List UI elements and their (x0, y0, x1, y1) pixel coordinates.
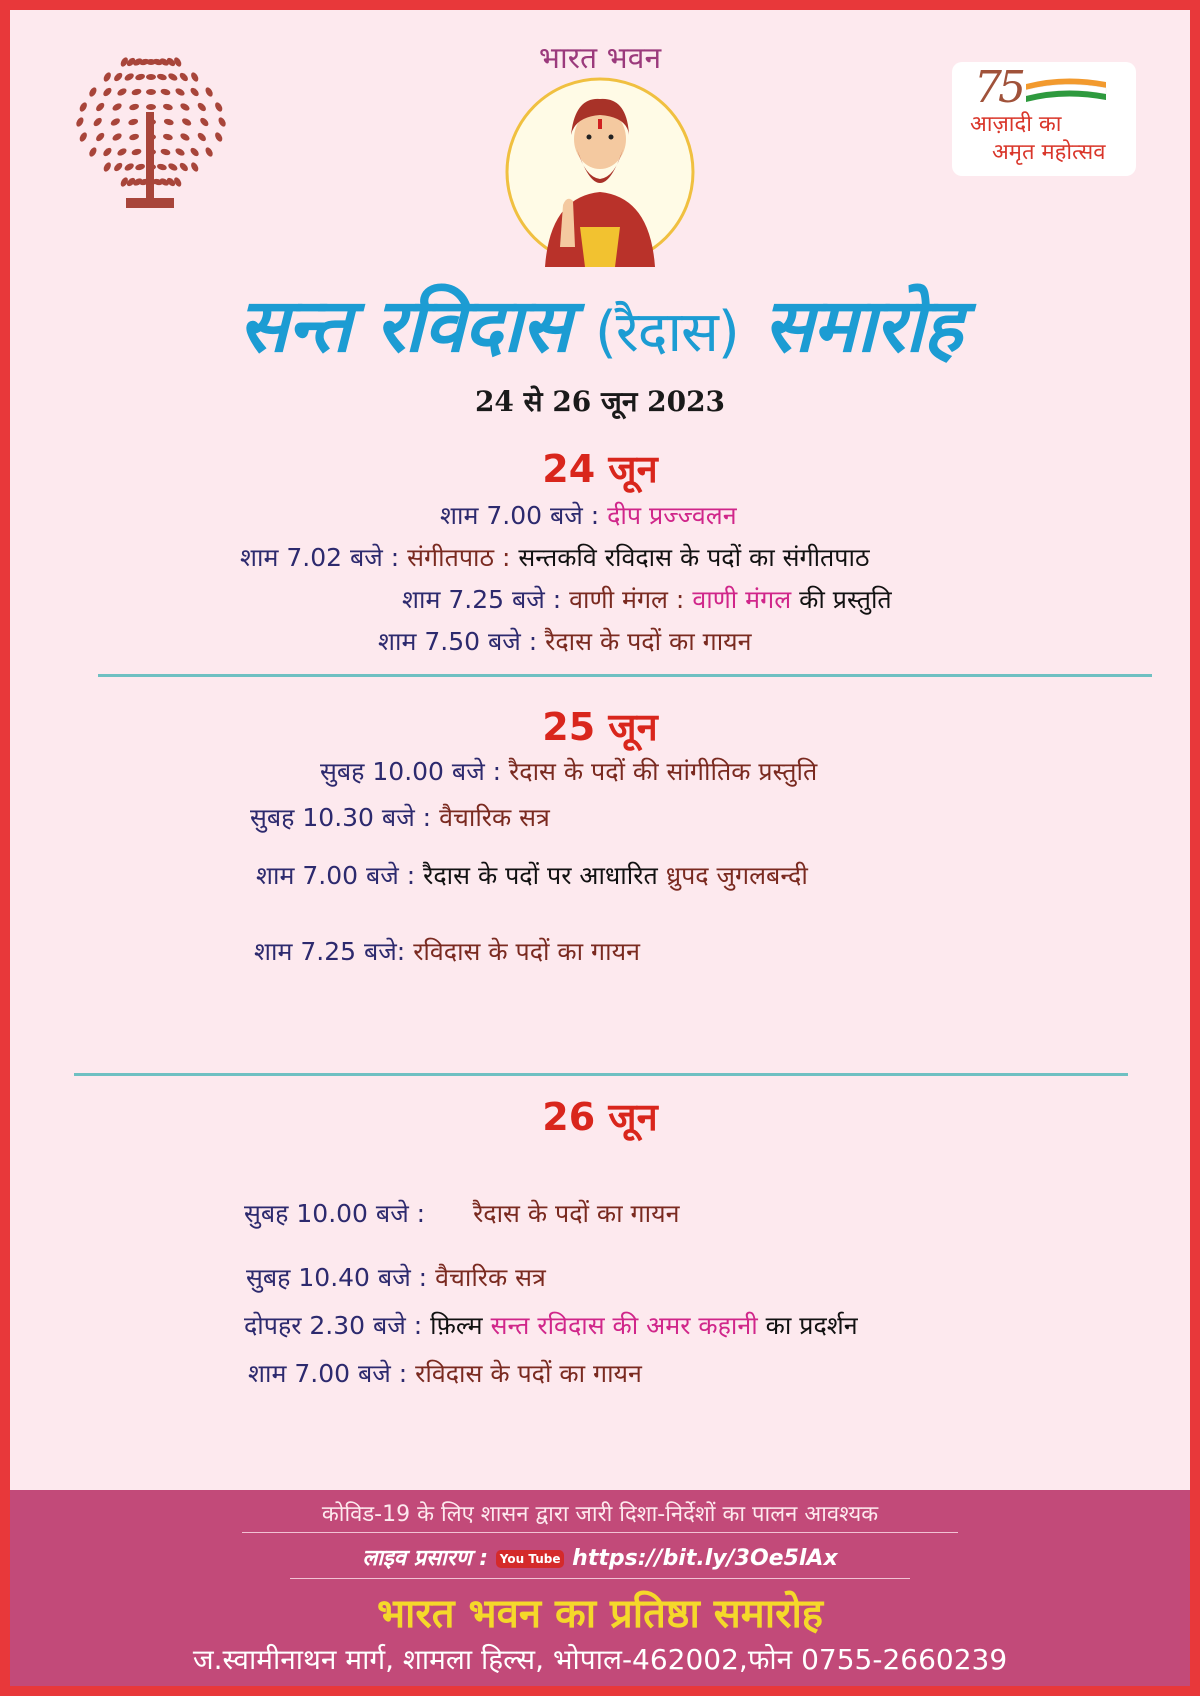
poster (10, 10, 1190, 1686)
saint-portrait-image (505, 77, 695, 267)
footer-divider (242, 1532, 958, 1533)
activity: रविदास के पदों का गायन (413, 937, 640, 966)
badge-line1: आज़ादी का (970, 112, 1062, 137)
activity: दीप प्रज्ज्वलन (607, 501, 737, 530)
activity: वैचारिक सत्र (435, 1263, 546, 1292)
azadi-amrit-mahotsav-logo (952, 62, 1136, 176)
activity-suffix: का प्रदर्शन (765, 1311, 858, 1340)
day1-item1 (440, 498, 737, 532)
day3-item4 (248, 1356, 642, 1390)
day2-heading: 25 जून (542, 705, 658, 749)
activity: रैदास के पदों की सांगीतिक प्रस्तुति (509, 757, 818, 786)
covid-notice: कोविड-19 के लिए शासन द्वारा जारी दिशा-निर्देशों का पालन आवश्यक (321, 1502, 879, 1527)
activity-detail: ध्रुपद जुगलबन्दी (665, 861, 808, 890)
day3-item3 (244, 1308, 858, 1342)
event-title (10, 272, 1190, 373)
activity: रैदास के पदों का गायन (545, 627, 752, 656)
day3-item1 (244, 1196, 679, 1230)
activity-detail: सन्तकवि रविदास के पदों का संगीतपाठ (518, 543, 870, 572)
day2-item1 (320, 754, 817, 788)
youtube-icon: You Tube (496, 1550, 565, 1568)
time: सुबह 10.30 बजे : (250, 803, 432, 832)
title-paren: (रैदास) (594, 300, 739, 365)
footer-divider (290, 1578, 910, 1579)
activity: फ़िल्म (430, 1311, 483, 1340)
badge-line2: अमृत महोत्सव (992, 140, 1106, 165)
activity-detail: वाणी मंगल (692, 585, 792, 614)
day3-heading: 26 जून (542, 1095, 658, 1139)
time: शाम 7.00 बजे : (248, 1359, 408, 1388)
title-part1: सन्त रविदास (238, 283, 571, 369)
time: शाम 7.00 बजे : (256, 861, 416, 890)
time: शाम 7.50 बजे : (378, 627, 538, 656)
day1-item2 (240, 540, 870, 574)
activity-suffix: की प्रस्तुति (799, 585, 892, 614)
event-dates: 24 से 26 जून 2023 (474, 385, 726, 418)
day1-heading: 24 जून (542, 447, 658, 491)
title-part2: समारोह (763, 283, 962, 369)
day1-item3 (402, 582, 892, 616)
time: शाम 7.25 बजे: (254, 937, 406, 966)
organization-name: भारत भवन (538, 41, 662, 76)
time: सुबह 10.00 बजे : (244, 1199, 426, 1228)
time: शाम 7.02 बजे : (240, 543, 400, 572)
activity: रैदास के पदों का गायन (473, 1199, 680, 1228)
time: सुबह 10.40 बजे : (246, 1263, 428, 1292)
film-title: सन्त रविदास की अमर कहानी (490, 1311, 758, 1340)
activity: रैदास के पदों पर आधारित (423, 861, 658, 890)
activity: रविदास के पदों का गायन (415, 1359, 642, 1388)
flag-icon (1024, 74, 1108, 108)
activity: वाणी मंगल : (569, 585, 685, 614)
day1-item4 (378, 624, 752, 658)
divider (98, 674, 1152, 677)
pride-heading: भारत भवन का प्रतिष्ठा समारोह (376, 1591, 824, 1637)
time: सुबह 10.00 बजे : (320, 757, 502, 786)
day2-item4 (254, 934, 640, 968)
activity: वैचारिक सत्र (439, 803, 550, 832)
live-label: लाइव प्रसारण : (362, 1546, 489, 1571)
address: ज.स्वामीनाथन मार्ग, शामला हिल्स, भोपाल-462002,फोन 0755-2660239 (192, 1643, 1008, 1676)
day2-item3 (256, 858, 808, 892)
activity: संगीतपाठ : (407, 543, 511, 572)
day3-item2 (246, 1260, 546, 1294)
footer-band (10, 1490, 1190, 1686)
badge-number: 75 (974, 62, 1022, 113)
tree-of-life-art (68, 52, 234, 212)
time: दोपहर 2.30 बजे : (244, 1311, 423, 1340)
live-stream-line (10, 1542, 1190, 1572)
time: शाम 7.00 बजे : (440, 501, 600, 530)
day2-item2 (250, 800, 550, 834)
live-url-link[interactable]: https://bit.ly/3Oe5lAx (572, 1546, 838, 1571)
time: शाम 7.25 बजे : (402, 585, 562, 614)
divider (74, 1073, 1128, 1076)
